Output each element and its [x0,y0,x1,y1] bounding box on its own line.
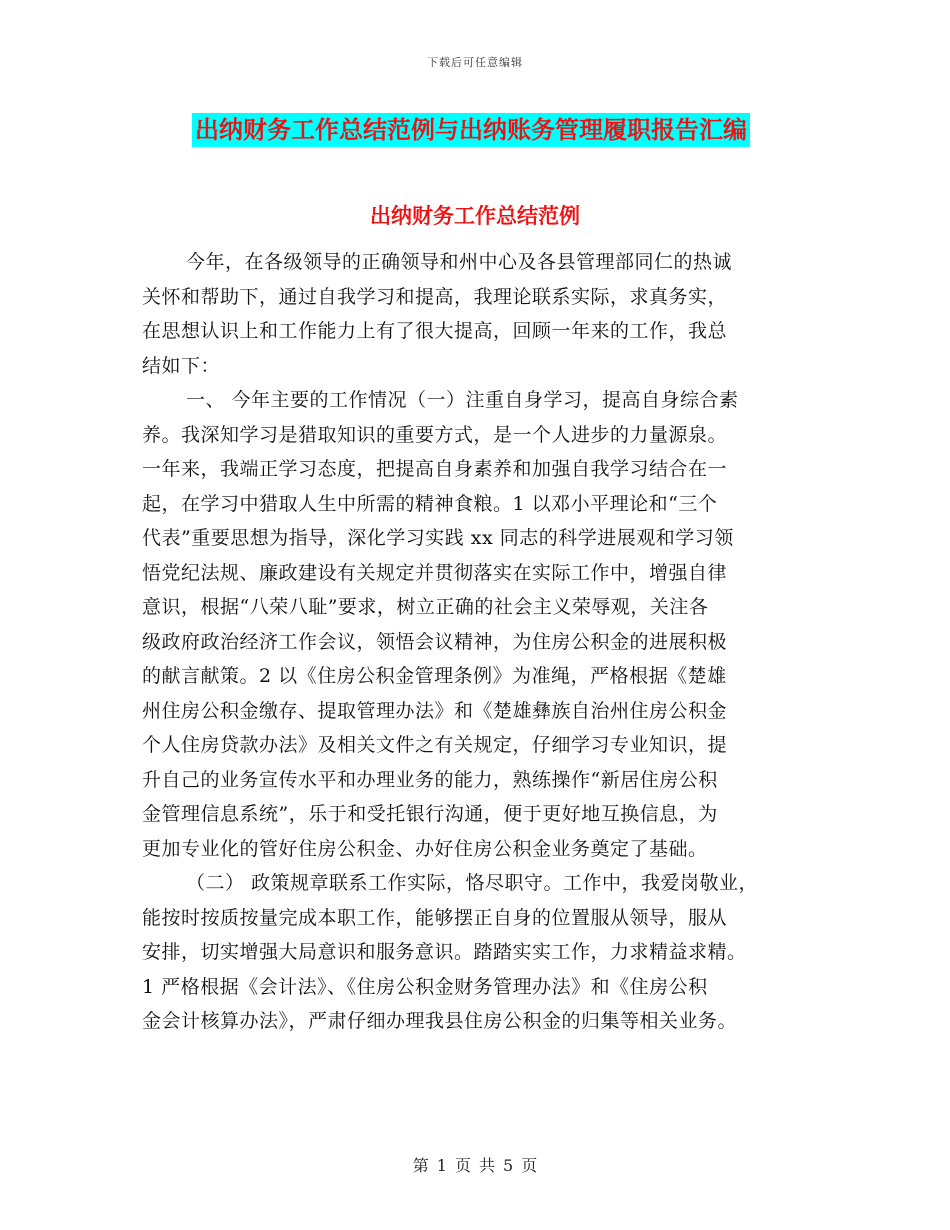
body-line: 一年来，我端正学习态度，把提高自身素养和加强自我学习结合在一 [142,458,728,480]
document-main-title: 出纳财务工作总结范例与出纳账务管理履职报告汇编 [192,113,750,147]
body-line: 州住房公积金缴存、提取管理办法》和《楚雄彝族自治州住房公积金 [142,699,728,722]
body-line: 今年，在各级领导的正确领导和州中心及各县管理部同仁的热诚 [186,251,733,273]
body-line: 金管理信息系统”，乐于和受托银行沟通，便于更好地互换信息，为 [142,803,718,825]
document-body [142,245,832,1039]
body-line: 代表”重要思想为指导，深化学习实践 xx 同志的科学进展观和学习领 [142,527,734,549]
page-footer [0,1153,950,1176]
body-line: 个人住房贷款办法》及相关文件之有关规定，仔细学习专业知识，提 [142,734,728,756]
body-line: 1 严格根据《会计法》、《住房公积金财务管理办法》和《住房公积 [142,975,708,998]
body-line: 更加专业化的管好住房公积金、办好住房公积金业务奠定了基础。 [142,837,708,860]
body-line: 养。我深知学习是猎取知识的重要方式，是一个人进步的力量源泉。 [142,423,728,446]
body-line: 级政府政治经济工作会议，领悟会议精神，为住房公积金的进展积极 [142,630,728,653]
footer-total-pages: 5 [503,1156,514,1175]
body-line: 悟党纪法规、廉政建设有关规定并贯彻落实在实际工作中，增强自律 [142,561,728,584]
body-line: 意识，根据“八荣八耻”要求，树立正确的社会主义荣辱观，关注各 [142,596,709,618]
body-line: 金会计核算办法》，严肃仔细办理我县住房公积金的归集等相关业务。 [142,1010,738,1032]
body-line: 能按时按质按量完成本职工作，能够摆正自身的位置服从领导，服从 [142,906,728,929]
body-line: 起，在学习中猎取人生中所需的精神食粮。1 以邓小平理论和“三个 [142,492,718,515]
footer-page-number: 1 [436,1156,447,1175]
body-line: 结如下： [142,354,221,377]
body-line: 安排，切实增强大局意识和服务意识。踏踏实实工作，力求精益求精。 [142,941,747,963]
body-line: 的献言献策。2 以《住房公积金管理条例》为准绳，严格根据《楚雄 [142,665,727,687]
section-title: 出纳财务工作总结范例 [370,203,580,228]
body-line: 在思想认识上和工作能力上有了很大提高，回顾一年来的工作，我总 [142,320,728,342]
header-note: 下载后可任意编辑 [427,56,523,69]
body-line: 关怀和帮助下，通过自我学习和提高，我理论联系实际，求真务实， [142,285,728,308]
footer-total-unit: 页 [521,1156,538,1175]
body-line: （二） 政策规章联系工作实际，恪尽职守。工作中，我爱岗敬业， [186,872,759,894]
body-line: 升自己的业务宣传水平和办理业务的能力，熟练操作“新居住房公积 [142,768,718,791]
body-line: 一、 今年主要的工作情况（一）注重自身学习，提高自身综合素 [186,389,739,411]
footer-page-prefix: 第 [412,1156,429,1175]
footer-page-unit: 页 [454,1156,471,1175]
footer-total-prefix: 共 [479,1156,496,1175]
